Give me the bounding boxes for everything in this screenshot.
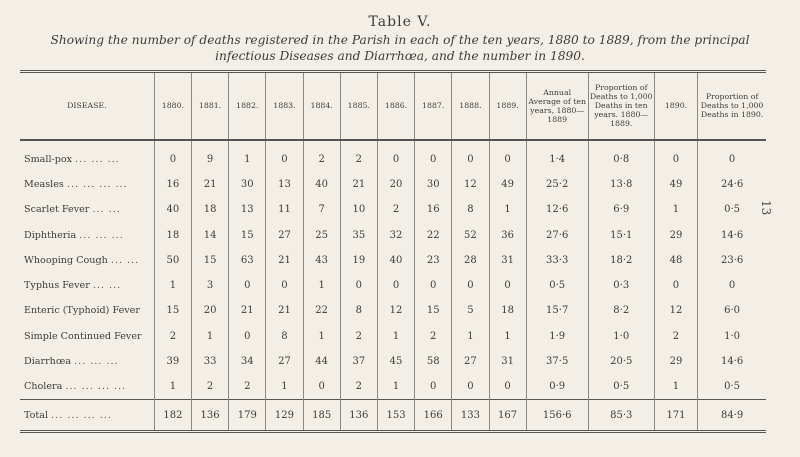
column-header: Proportion of Deaths to 1,000 Deaths in ten years. 1880—1889.: [588, 72, 654, 140]
value-cell: 13·8: [588, 172, 654, 197]
value-cell: 33: [192, 349, 229, 374]
subtitle-line-1: Showing the number of deaths registered in the Parish in each of the ten years, 1880 to 1889, from the principal: [50, 33, 750, 47]
column-header: 1889.: [489, 72, 526, 140]
value-cell: 21: [266, 248, 303, 273]
value-cell: 167: [489, 400, 526, 432]
value-cell: 0: [154, 140, 191, 172]
disease-name: Whooping Cough: [24, 254, 108, 266]
value-cell: 5: [452, 298, 489, 323]
table-row: [20, 197, 766, 222]
value-cell: 15·7: [526, 298, 588, 323]
value-cell: 18: [192, 197, 229, 222]
leader-dots: ... ... ... ...: [51, 409, 112, 421]
disease-name: Simple Continued Fever: [24, 330, 142, 342]
value-cell: 15: [154, 298, 191, 323]
table-row: [20, 222, 766, 247]
disease-name: Cholera: [24, 381, 63, 393]
table-row: [20, 374, 766, 400]
column-header: 1887.: [415, 72, 452, 140]
leader-dots: ... ...: [92, 280, 122, 292]
value-cell: 49: [489, 172, 526, 197]
value-cell: 21: [229, 298, 266, 323]
value-cell: 2: [340, 140, 377, 172]
value-cell: 15: [415, 298, 452, 323]
value-cell: 1: [377, 324, 414, 349]
value-cell: 8: [266, 324, 303, 349]
value-cell: 1: [303, 273, 340, 298]
value-cell: 133: [452, 400, 489, 432]
value-cell: 49: [654, 172, 697, 197]
value-cell: 44: [303, 349, 340, 374]
leader-dots: ... ... ...: [75, 153, 120, 165]
value-cell: 2: [154, 324, 191, 349]
value-cell: 1: [377, 374, 414, 400]
column-header: Annual Average of ten years, 1880—1889: [526, 72, 588, 140]
value-cell: 0: [489, 273, 526, 298]
value-cell: 16: [154, 172, 191, 197]
value-cell: 1·0: [588, 324, 654, 349]
value-cell: 33·3: [526, 248, 588, 273]
leader-dots: ... ... ... ...: [66, 178, 128, 190]
value-cell: 27: [452, 349, 489, 374]
disease-name: Diarrhœa: [24, 356, 72, 368]
disease-cell: [20, 197, 154, 222]
value-cell: 8: [340, 298, 377, 323]
table-row: [20, 349, 766, 374]
column-header: 1890.: [654, 72, 697, 140]
leader-dots: ... ... ...: [79, 229, 124, 241]
value-cell: 166: [415, 400, 452, 432]
value-cell: 23: [415, 248, 452, 273]
value-cell: 43: [303, 248, 340, 273]
value-cell: 13: [266, 172, 303, 197]
value-cell: 22: [415, 222, 452, 247]
value-cell: 58: [415, 349, 452, 374]
value-cell: 136: [192, 400, 229, 432]
value-cell: 18·2: [588, 248, 654, 273]
table-body: [20, 140, 766, 432]
table-row: [20, 273, 766, 298]
value-cell: 179: [229, 400, 266, 432]
value-cell: 19: [340, 248, 377, 273]
value-cell: 14·6: [698, 222, 766, 247]
value-cell: 0: [654, 273, 697, 298]
value-cell: 7: [303, 197, 340, 222]
value-cell: 29: [654, 222, 697, 247]
value-cell: 182: [154, 400, 191, 432]
value-cell: 10: [340, 197, 377, 222]
value-cell: 1: [266, 374, 303, 400]
disease-cell: [20, 248, 154, 273]
value-cell: 1·4: [526, 140, 588, 172]
value-cell: 20·5: [588, 349, 654, 374]
value-cell: 14: [192, 222, 229, 247]
table-row: [20, 248, 766, 273]
value-cell: 1: [452, 324, 489, 349]
value-cell: 32: [377, 222, 414, 247]
value-cell: 1·9: [526, 324, 588, 349]
value-cell: 185: [303, 400, 340, 432]
table-row: [20, 298, 766, 323]
value-cell: 24·6: [698, 172, 766, 197]
value-cell: 0: [415, 140, 452, 172]
value-cell: 63: [229, 248, 266, 273]
value-cell: 85·3: [588, 400, 654, 432]
column-header: Proportion of Deaths to 1,000 Deaths in 1890.: [698, 72, 766, 140]
value-cell: 16: [415, 197, 452, 222]
disease-cell: [20, 324, 154, 349]
value-cell: 37: [340, 349, 377, 374]
value-cell: 11: [266, 197, 303, 222]
value-cell: 2: [229, 374, 266, 400]
value-cell: 1·0: [698, 324, 766, 349]
total-label: Total: [24, 409, 49, 421]
value-cell: 40: [377, 248, 414, 273]
value-cell: 0: [698, 273, 766, 298]
column-header: 1888.: [452, 72, 489, 140]
value-cell: 48: [654, 248, 697, 273]
value-cell: 30: [229, 172, 266, 197]
disease-cell: [20, 140, 154, 172]
header-row: [20, 72, 766, 140]
value-cell: 1: [654, 197, 697, 222]
value-cell: 18: [154, 222, 191, 247]
disease-name: Typhus Fever: [24, 280, 90, 292]
table-row: [20, 324, 766, 349]
value-cell: 2: [192, 374, 229, 400]
column-header: 1880.: [154, 72, 191, 140]
value-cell: 23·6: [698, 248, 766, 273]
column-header: DISEASE.: [20, 72, 154, 140]
value-cell: 2: [654, 324, 697, 349]
value-cell: 1: [654, 374, 697, 400]
value-cell: 0: [415, 374, 452, 400]
value-cell: 12: [452, 172, 489, 197]
value-cell: 50: [154, 248, 191, 273]
value-cell: 15: [229, 222, 266, 247]
subtitle-line-2: infectious Diseases and Diarrhœa, and the number in 1890.: [215, 49, 585, 63]
value-cell: 0: [340, 273, 377, 298]
value-cell: 0: [266, 140, 303, 172]
value-cell: 1: [303, 324, 340, 349]
value-cell: 2: [377, 197, 414, 222]
value-cell: 1: [489, 324, 526, 349]
value-cell: 27: [266, 349, 303, 374]
column-header: 1883.: [266, 72, 303, 140]
value-cell: 13: [229, 197, 266, 222]
value-cell: 0·8: [588, 140, 654, 172]
value-cell: 12: [654, 298, 697, 323]
value-cell: 0·3: [588, 273, 654, 298]
value-cell: 27·6: [526, 222, 588, 247]
value-cell: 20: [377, 172, 414, 197]
value-cell: 129: [266, 400, 303, 432]
value-cell: 31: [489, 248, 526, 273]
value-cell: 0·5: [698, 374, 766, 400]
value-cell: 0: [452, 140, 489, 172]
disease-cell: [20, 172, 154, 197]
value-cell: 0: [489, 140, 526, 172]
value-cell: 0: [303, 374, 340, 400]
value-cell: 153: [377, 400, 414, 432]
table-subtitle: [28, 32, 772, 64]
page-number: 13: [759, 200, 773, 216]
value-cell: 25: [303, 222, 340, 247]
value-cell: 9: [192, 140, 229, 172]
value-cell: 40: [154, 197, 191, 222]
value-cell: 18: [489, 298, 526, 323]
value-cell: 21: [192, 172, 229, 197]
value-cell: 0·5: [698, 197, 766, 222]
value-cell: 171: [654, 400, 697, 432]
value-cell: 8·2: [588, 298, 654, 323]
table-header: [20, 72, 766, 140]
value-cell: 0: [229, 324, 266, 349]
total-row: [20, 400, 766, 432]
value-cell: 84·9: [698, 400, 766, 432]
table-title: Table V.: [368, 14, 432, 30]
value-cell: 2: [303, 140, 340, 172]
value-cell: 156·6: [526, 400, 588, 432]
value-cell: 0: [415, 273, 452, 298]
disease-name: Scarlet Fever: [24, 204, 90, 216]
value-cell: 21: [266, 298, 303, 323]
value-cell: 12: [377, 298, 414, 323]
value-cell: 25·2: [526, 172, 588, 197]
value-cell: 22: [303, 298, 340, 323]
value-cell: 45: [377, 349, 414, 374]
column-header: 1886.: [377, 72, 414, 140]
disease-name: Diphtheria: [24, 229, 77, 241]
total-label-cell: [20, 400, 154, 432]
disease-cell: [20, 222, 154, 247]
disease-cell: [20, 273, 154, 298]
value-cell: 0·5: [588, 374, 654, 400]
leader-dots: ... ... ... ...: [65, 381, 127, 393]
value-cell: 1: [229, 140, 266, 172]
value-cell: 0: [698, 140, 766, 172]
value-cell: 31: [489, 349, 526, 374]
value-cell: 1: [154, 273, 191, 298]
column-header: 1885.: [340, 72, 377, 140]
value-cell: 0·9: [526, 374, 588, 400]
value-cell: 6·9: [588, 197, 654, 222]
value-cell: 27: [266, 222, 303, 247]
value-cell: 12·6: [526, 197, 588, 222]
column-header: 1881.: [192, 72, 229, 140]
value-cell: 15·1: [588, 222, 654, 247]
value-cell: 36: [489, 222, 526, 247]
value-cell: 2: [340, 374, 377, 400]
value-cell: 14·6: [698, 349, 766, 374]
value-cell: 37·5: [526, 349, 588, 374]
value-cell: 52: [452, 222, 489, 247]
disease-name: Measles: [24, 178, 64, 190]
value-cell: 35: [340, 222, 377, 247]
value-cell: 29: [654, 349, 697, 374]
disease-name: Enteric (Typhoid) Fever: [24, 305, 140, 317]
value-cell: 1: [489, 197, 526, 222]
value-cell: 0: [489, 374, 526, 400]
value-cell: 1: [192, 324, 229, 349]
value-cell: 2: [340, 324, 377, 349]
value-cell: 136: [340, 400, 377, 432]
leader-dots: ... ...: [110, 254, 140, 266]
value-cell: 39: [154, 349, 191, 374]
leader-dots: ... ...: [92, 204, 121, 216]
column-header: 1882.: [229, 72, 266, 140]
value-cell: 0: [266, 273, 303, 298]
disease-cell: [20, 298, 154, 323]
value-cell: 34: [229, 349, 266, 374]
value-cell: 15: [192, 248, 229, 273]
value-cell: 0: [377, 140, 414, 172]
value-cell: 30: [415, 172, 452, 197]
value-cell: 0: [452, 273, 489, 298]
value-cell: 0: [452, 374, 489, 400]
table-row: [20, 140, 766, 172]
value-cell: 20: [192, 298, 229, 323]
value-cell: 3: [192, 273, 229, 298]
deaths-table: [20, 70, 766, 433]
value-cell: 21: [340, 172, 377, 197]
value-cell: 0: [229, 273, 266, 298]
disease-name: Small-pox: [24, 153, 73, 165]
value-cell: 0·5: [526, 273, 588, 298]
table-row: [20, 172, 766, 197]
value-cell: 6·0: [698, 298, 766, 323]
value-cell: 0: [654, 140, 697, 172]
value-cell: 2: [415, 324, 452, 349]
value-cell: 0: [377, 273, 414, 298]
disease-cell: [20, 349, 154, 374]
value-cell: 1: [154, 374, 191, 400]
value-cell: 8: [452, 197, 489, 222]
value-cell: 40: [303, 172, 340, 197]
disease-cell: [20, 374, 154, 400]
value-cell: 28: [452, 248, 489, 273]
leader-dots: ... ... ...: [74, 356, 119, 368]
column-header: 1884.: [303, 72, 340, 140]
